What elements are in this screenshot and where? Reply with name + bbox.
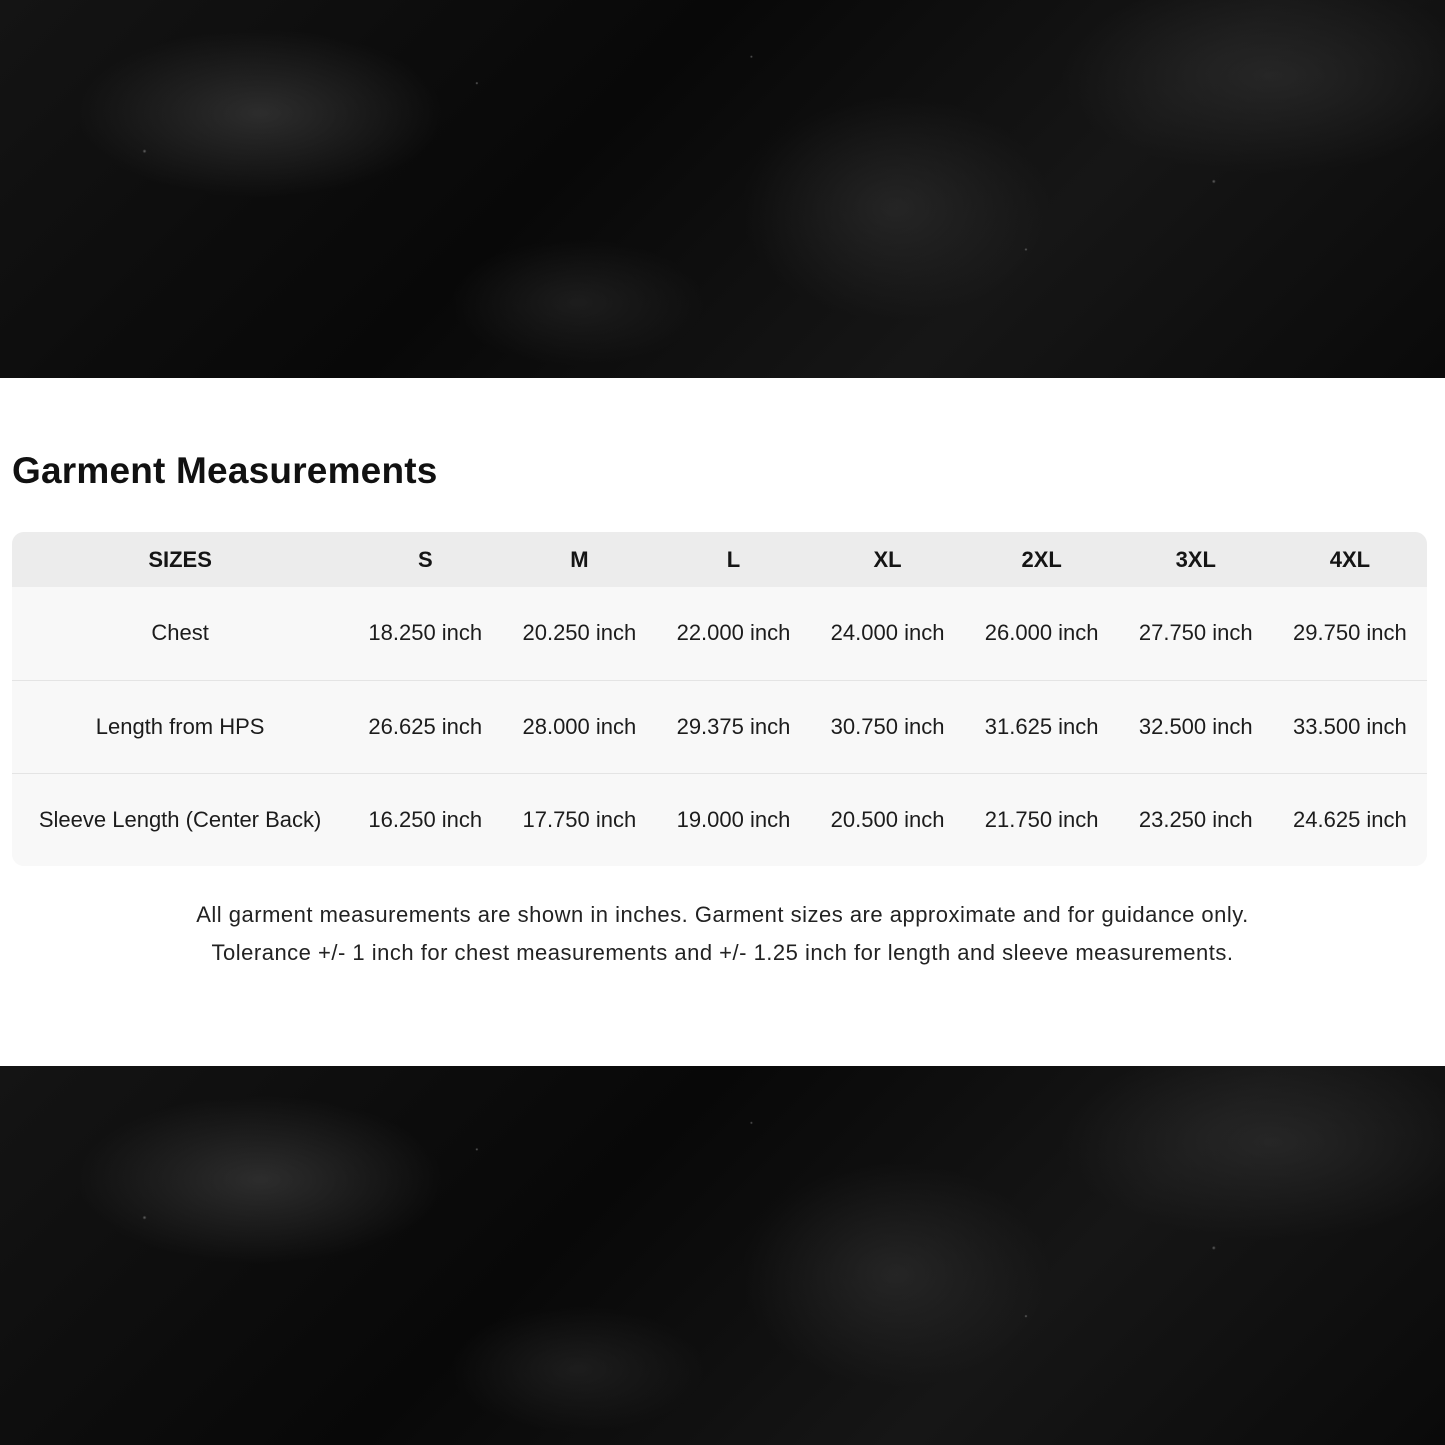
table-cell: 22.000 inch xyxy=(676,620,791,646)
bottom-texture-banner xyxy=(0,1066,1445,1445)
table-cell: 29.375 inch xyxy=(676,713,791,739)
header-size-s: S xyxy=(417,546,433,572)
table-cell: 16.250 inch xyxy=(368,806,483,832)
measurements-panel xyxy=(0,378,1445,1066)
table-cell: 26.000 inch xyxy=(984,620,1099,646)
measurement-note xyxy=(0,896,1445,972)
size-chart xyxy=(12,532,1427,866)
table-cell: 18.250 inch xyxy=(368,620,483,646)
header-size-3xl: 3XL xyxy=(1175,546,1216,572)
top-texture-banner xyxy=(0,0,1445,378)
header-size-2xl: 2XL xyxy=(1021,546,1062,572)
table-cell: 19.000 inch xyxy=(676,806,791,832)
header-size-4xl: 4XL xyxy=(1329,546,1371,572)
row-label: Chest xyxy=(151,620,209,646)
table-row-length xyxy=(12,680,1427,773)
header-sizes: SIZES xyxy=(148,546,212,572)
table-cell: 29.750 inch xyxy=(1293,620,1407,646)
row-label: Sleeve Length (Center Back) xyxy=(38,806,322,832)
row-label: Length from HPS xyxy=(95,713,265,739)
table-cell: 30.750 inch xyxy=(830,713,945,739)
table-cell: 23.250 inch xyxy=(1138,806,1253,832)
header-size-xl: XL xyxy=(873,546,902,572)
header-size-l: L xyxy=(726,546,741,572)
header-row xyxy=(12,532,1427,587)
note-line-2: Tolerance +/- 1 inch for chest measurements and +/- 1.25 inch for length and sleeve measurements. xyxy=(211,940,1234,965)
table-cell: 20.250 inch xyxy=(522,620,637,646)
table-cell: 21.750 inch xyxy=(984,806,1099,832)
table-cell: 31.625 inch xyxy=(984,713,1099,739)
table-cell: 24.625 inch xyxy=(1293,806,1407,832)
table-cell: 33.500 inch xyxy=(1293,713,1407,739)
size-table xyxy=(12,532,1427,866)
table-cell: 17.750 inch xyxy=(522,806,637,832)
table-cell: 26.625 inch xyxy=(368,713,483,739)
table-cell: 28.000 inch xyxy=(522,713,637,739)
table-row-sleeve xyxy=(12,773,1427,866)
table-cell: 20.500 inch xyxy=(830,806,945,832)
header-size-m: M xyxy=(570,546,589,572)
table-row-chest xyxy=(12,587,1427,680)
table-cell: 32.500 inch xyxy=(1138,713,1253,739)
page-title: Garment Measurements xyxy=(12,450,438,491)
note-line-1: All garment measurements are shown in inches. Garment sizes are approximate and for guidance only. xyxy=(196,902,1249,927)
table-cell: 27.750 inch xyxy=(1138,620,1253,646)
table-cell: 24.000 inch xyxy=(830,620,945,646)
